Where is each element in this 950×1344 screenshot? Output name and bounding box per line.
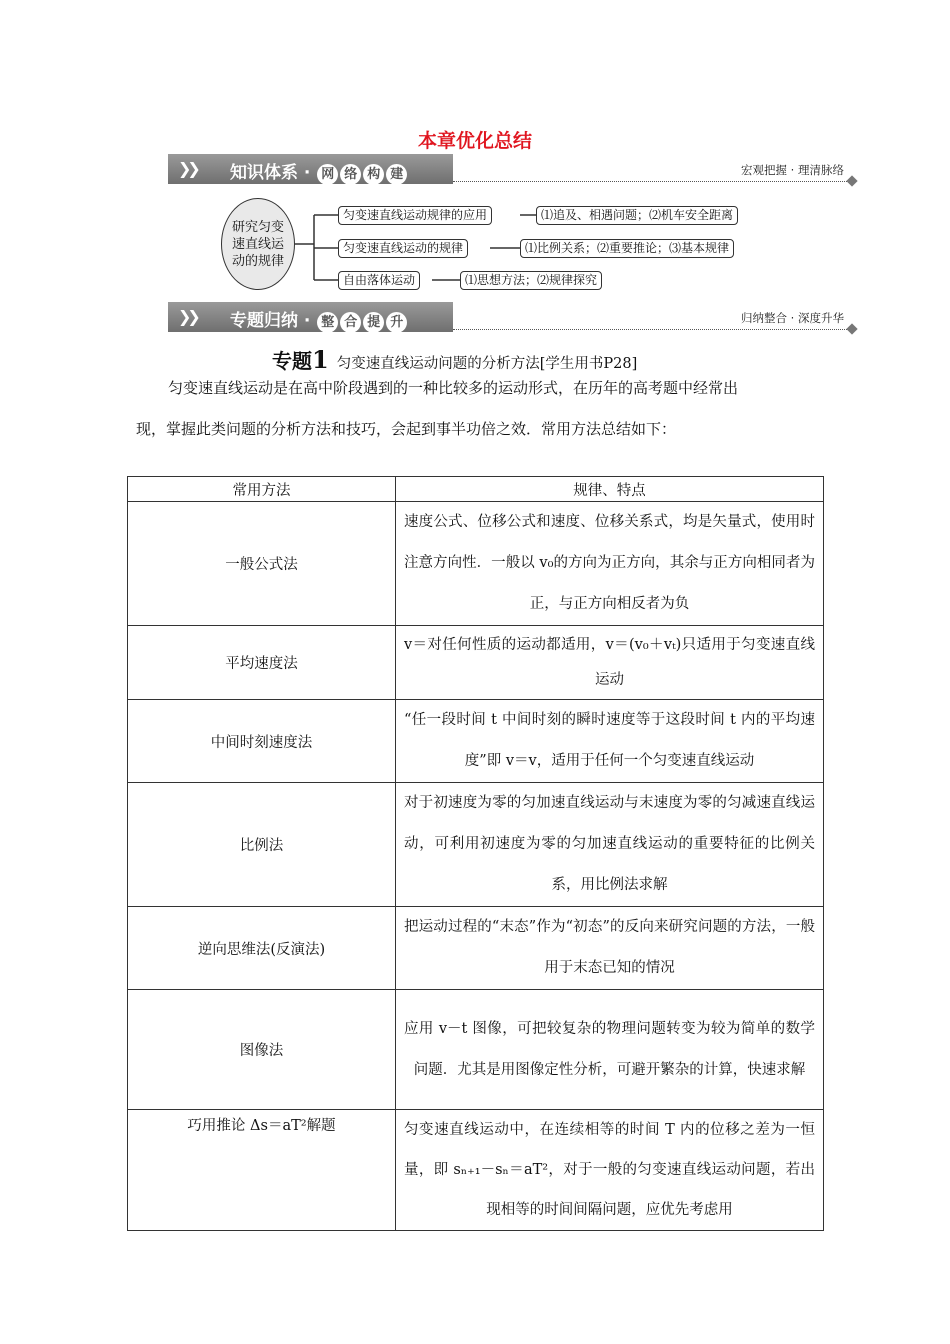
mindmap-center-label: 研究匀变速直线运动的规律 — [231, 219, 284, 269]
section-banner-topics — [168, 302, 858, 332]
description-cell: 对于初速度为零的匀加速直线运动与末速度为零的匀减速直线运动，可利用初速度为零的匀加速直线运动的重要特征的比例关系，用比例法求解 — [396, 783, 824, 907]
banner-badge: 络 — [340, 164, 361, 185]
table-header: 常用方法 — [128, 477, 396, 502]
banner-label: 知识体系 · — [230, 163, 311, 183]
table-row — [128, 626, 824, 700]
banner-badge: 提 — [363, 312, 384, 333]
topic-title: 匀变速直线运动问题的分析方法[学生用书P28] — [336, 356, 638, 372]
mindmap-branch-node: 匀变速直线运动规律的应用 — [338, 206, 492, 225]
banner-subtitle: 归纳整合 · 深度升华 — [741, 311, 844, 325]
table-row — [128, 783, 824, 907]
diamond-icon — [846, 175, 857, 186]
mindmap-branch-node: 匀变速直线运动的规律 — [338, 239, 468, 258]
table-row — [128, 907, 824, 990]
description-cell: 把运动过程的“末态”作为“初态”的反向来研究问题的方法，一般用于末态已知的情况 — [396, 907, 824, 990]
topic-label: 专题 — [272, 349, 312, 373]
description-cell: 速度公式、位移公式和速度、位移关系式，均是矢量式，使用时注意方向性．一般以 v₀的方向为正方向，其余与正方向相同者为正，与正方向相反者为负 — [396, 502, 824, 626]
divider — [453, 329, 851, 330]
banner-badge: 建 — [386, 164, 407, 185]
description-cell: v＝对任何性质的运动都适用，v＝(v₀＋vₜ)只适用于匀变速直线运动 — [396, 626, 824, 700]
divider — [453, 181, 851, 182]
method-cell: 逆向思维法(反演法) — [128, 907, 396, 990]
description-cell: “任一段时间 t 中间时刻的瞬时速度等于这段时间 t 内的平均速度”即 v＝v，适用于任何一个匀变速直线运动 — [396, 700, 824, 783]
table-header-row — [128, 477, 824, 502]
mindmap-detail-node: ⑴追及、相遇问题；⑵机车安全距离 — [536, 206, 738, 225]
section-banner-knowledge — [168, 154, 858, 184]
mindmap-branch-node: 自由落体运动 — [338, 271, 420, 290]
page-title: 本章优化总结 — [417, 130, 532, 152]
table-row — [128, 990, 824, 1110]
method-cell: 巧用推论 Δs＝aT²解题 — [128, 1110, 396, 1231]
banner-subtitle: 宏观把握 · 理清脉络 — [741, 163, 844, 177]
table-header: 规律、特点 — [396, 477, 824, 502]
banner-title — [230, 158, 408, 185]
intro-line-2: 现，掌握此类问题的分析方法和技巧，会起到事半功倍之效．常用方法总结如下： — [136, 420, 677, 438]
banner-badge: 合 — [340, 312, 361, 333]
method-cell: 一般公式法 — [128, 502, 396, 626]
banner-badge: 网 — [317, 164, 338, 185]
mindmap-detail-node: ⑴思想方法；⑵规律探究 — [460, 271, 602, 290]
method-cell: 比例法 — [128, 783, 396, 907]
method-cell: 中间时刻速度法 — [128, 700, 396, 783]
chevron-right-icon: ❯❯ — [178, 307, 197, 326]
table-row — [128, 1110, 824, 1231]
methods-table — [127, 476, 824, 1231]
topic-heading — [272, 345, 637, 374]
table-row — [128, 502, 824, 626]
table-row — [128, 700, 824, 783]
mindmap-center-node — [221, 198, 295, 290]
description-cell: 应用 v－t 图像，可把较复杂的物理问题转变为较为简单的数学问题．尤其是用图像定性分析，可避开繁杂的计算，快速求解 — [396, 990, 824, 1110]
topic-number: 1 — [312, 345, 329, 374]
banner-label: 专题归纳 · — [230, 311, 311, 331]
chevron-right-icon: ❯❯ — [178, 159, 197, 178]
banner-badge: 构 — [363, 164, 384, 185]
banner-title — [230, 306, 408, 333]
banner-badge: 升 — [386, 312, 407, 333]
intro-line-1: 匀变速直线运动是在高中阶段遇到的一种比较多的运动形式，在历年的高考题中经常出 — [168, 379, 739, 397]
banner-badge: 整 — [317, 312, 338, 333]
description-cell: 匀变速直线运动中，在连续相等的时间 T 内的位移之差为一恒量，即 sₙ₊₁－sₙ＝aT²，对于一般的匀变速直线运动问题，若出现相等的时间间隔问题，应优先考虑用 — [396, 1110, 824, 1231]
method-cell: 平均速度法 — [128, 626, 396, 700]
method-cell: 图像法 — [128, 990, 396, 1110]
diamond-icon — [846, 323, 857, 334]
mindmap-detail-node: ⑴比例关系；⑵重要推论；⑶基本规律 — [520, 239, 734, 258]
